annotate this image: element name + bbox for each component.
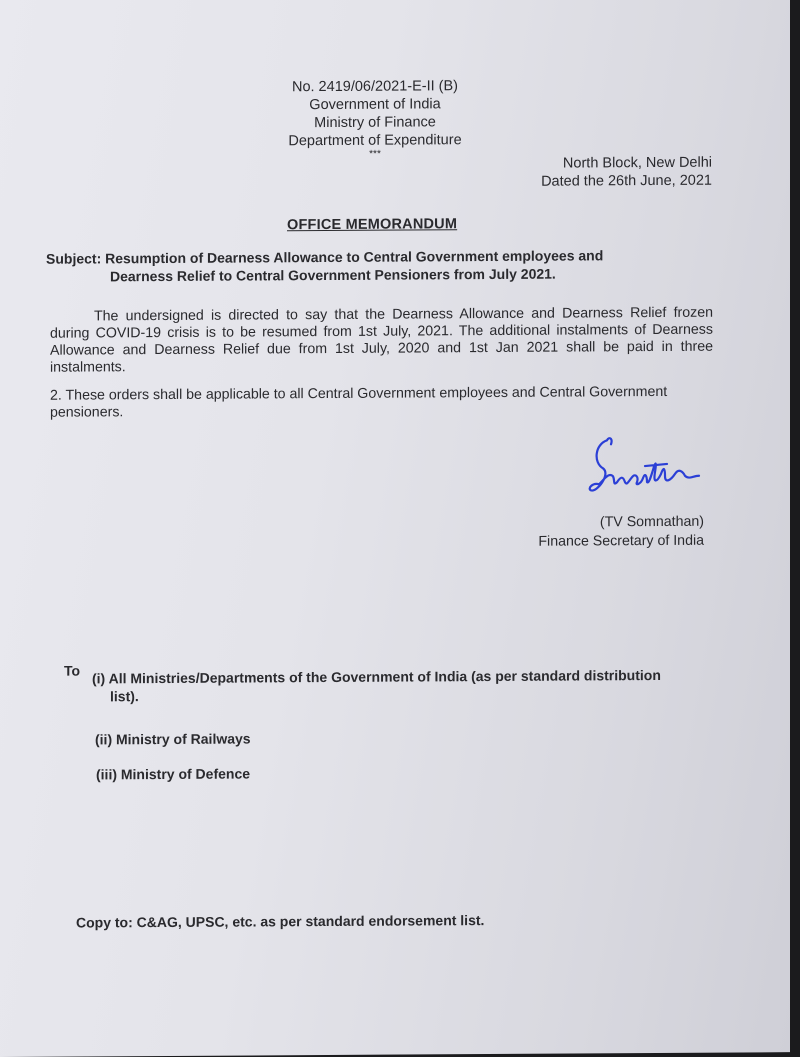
issue-date: Dated the 26th June, 2021 bbox=[541, 172, 712, 190]
subject bbox=[46, 246, 686, 286]
location: North Block, New Delhi bbox=[562, 154, 712, 172]
subject-line-1: Subject: Resumption of Dearness Allowance to Central Government employees and bbox=[46, 247, 604, 267]
signatory-name: (TV Somnathan) bbox=[599, 513, 704, 531]
dark-background-edge bbox=[790, 0, 800, 1057]
distribution-item-text: (iii) Ministry of Defence bbox=[96, 765, 251, 783]
signature-image bbox=[585, 432, 710, 503]
distribution-item-3 bbox=[96, 762, 716, 784]
to-label: To bbox=[64, 662, 81, 679]
reference-number: No. 2419/06/2021-E-II (B) bbox=[291, 78, 459, 96]
signatory-block bbox=[538, 513, 704, 552]
distribution-item-1 bbox=[92, 666, 712, 706]
paragraph-1: The undersigned is directed to say that the Dearness Allowance and Dearness Relief frozen during COVID-19 crisis is to be resumed from 1st July, 2021. The additional instalments of Dearness Allowance and Dearness Relief due from 1st July, 2020 and 1st Jan 2021 shall be paid in three instalments. bbox=[50, 304, 713, 376]
subject-line-2: Dearness Relief to Central Government Pensioners from July 2021. bbox=[110, 265, 556, 285]
header-stars: *** bbox=[369, 148, 381, 160]
signatory-designation: Finance Secretary of India bbox=[538, 532, 704, 550]
ministry-name: Ministry of Finance bbox=[314, 114, 436, 132]
department-name: Department of Expenditure bbox=[288, 132, 462, 150]
distribution-item-text: (ii) Ministry of Railways bbox=[95, 730, 251, 748]
copy-to: Copy to: C&AG, UPSC, etc. as per standard endorsement list. bbox=[76, 912, 485, 931]
government-name: Government of India bbox=[309, 96, 441, 114]
distribution-item-text: (i) All Ministries/Departments of the Government of India (as per standard distribution bbox=[92, 666, 661, 687]
letterhead bbox=[0, 75, 750, 162]
distribution-item-continuation: list). bbox=[110, 688, 139, 705]
place-and-date bbox=[541, 154, 712, 191]
paragraph-2: 2. These orders shall be applicable to all Central Government employees and Central Government pensioners. bbox=[50, 383, 668, 421]
distribution-item-2 bbox=[95, 727, 715, 749]
document-title: OFFICE MEMORANDUM bbox=[287, 216, 458, 234]
